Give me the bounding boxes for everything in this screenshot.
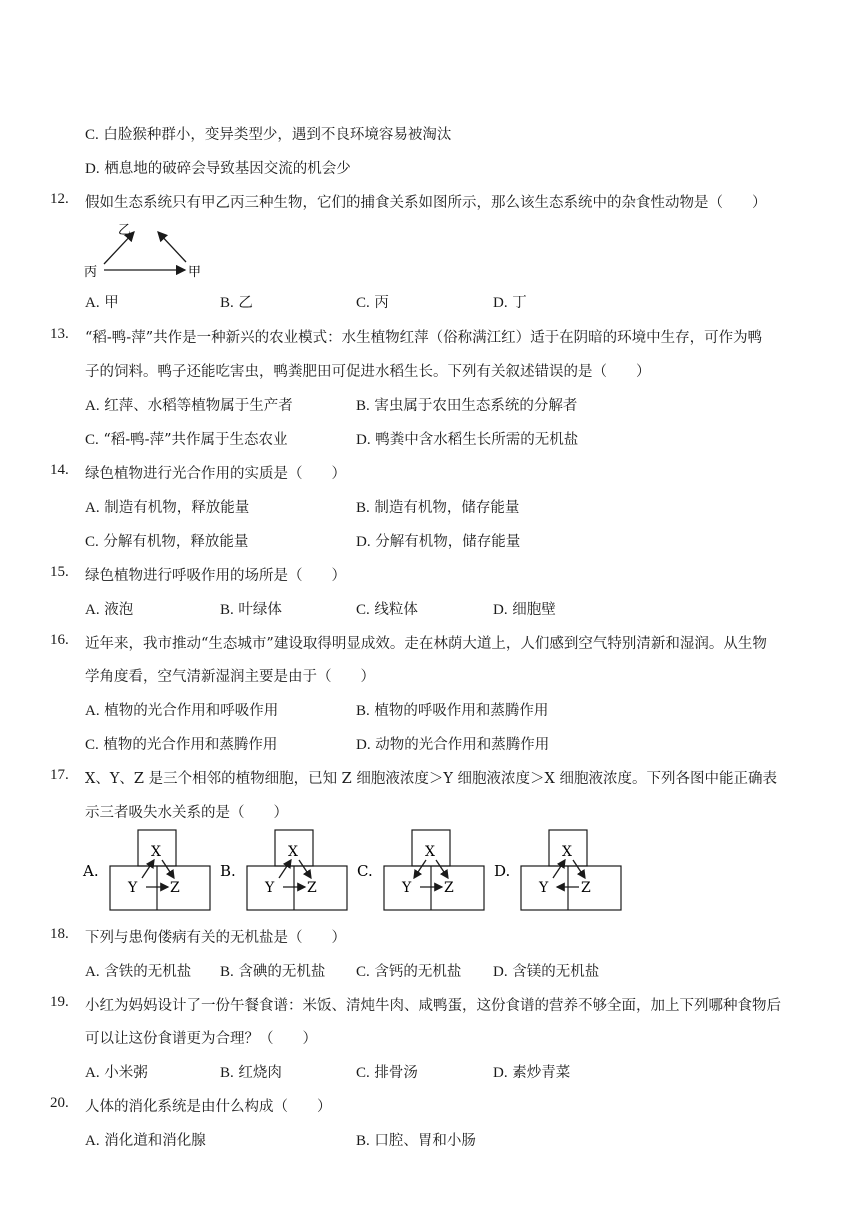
- q15-option-a: [85, 598, 133, 619]
- option-letter: D.: [85, 161, 100, 177]
- food-web-diagram: [80, 218, 210, 282]
- option-letter: B.: [220, 964, 234, 980]
- option-text: 植物的光合作用和蒸腾作用: [103, 737, 278, 753]
- diagram-label: B.: [220, 862, 236, 880]
- option-text: 制造有机物，释放能量: [104, 500, 250, 516]
- q14-option-b: [356, 496, 519, 517]
- question-stem-line-1: 近年来，我市推动“生态城市”建设取得明显成效。走在林荫大道上，人们感到空气特别清新和湿润。从生物: [85, 636, 767, 652]
- option-text: 线粒体: [374, 602, 418, 618]
- option-letter: D.: [493, 602, 508, 618]
- option-letter: B.: [220, 602, 234, 618]
- q20-option-a: [85, 1129, 206, 1150]
- arrow-right-to-top: [158, 232, 186, 262]
- option-letter: B.: [356, 1133, 370, 1149]
- question-stem-line-1: X、Y、Z 是三个相邻的植物细胞，已知 Z 细胞液浓度＞Y 细胞液浓度＞X 细胞液浓度。下列各图中能正确表: [85, 771, 777, 787]
- option-text: 丁: [512, 295, 527, 311]
- question-stem-line-2: 学角度看，空气清新湿润主要是由于（ ）: [85, 669, 375, 685]
- organism-left: 丙: [84, 265, 98, 280]
- option-text: 红烧肉: [238, 1065, 282, 1081]
- q12-option-c: [356, 291, 389, 312]
- q18-option-d: [493, 960, 599, 981]
- cell-yz-box: [521, 866, 621, 910]
- option-letter: A.: [85, 1065, 100, 1081]
- q12-option-d: [493, 291, 527, 312]
- cell-yz-box: [384, 866, 484, 910]
- option-text: 含铁的无机盐: [104, 964, 192, 980]
- option-letter: B.: [220, 295, 234, 311]
- q14-option-c: [85, 530, 248, 551]
- q15-option-b: [220, 598, 282, 619]
- option-text: 分解有机物，储存能量: [375, 534, 521, 550]
- option-text: 白脸猴种群小，变异类型少，遇到不良环境容易被淘汰: [103, 127, 452, 143]
- question-number: 15.: [50, 564, 69, 580]
- cell-x-label: X: [425, 844, 435, 860]
- question-stem-line-1: 小红为妈妈设计了一份午餐食谱：米饭、清炖牛肉、咸鸭蛋，这份食谱的营养不够全面，加上下列哪种食物后: [85, 998, 781, 1014]
- cell-y-label: Y: [128, 880, 138, 896]
- question-number: 12.: [50, 191, 69, 207]
- q13-option-d: [356, 428, 578, 449]
- question-number: 13.: [50, 326, 69, 342]
- option-letter: A.: [85, 295, 100, 311]
- option-letter: B.: [356, 398, 370, 414]
- option-text: 消化道和消化腺: [104, 1133, 206, 1149]
- q19-option-a: [85, 1061, 148, 1082]
- diagram-label: D.: [494, 862, 511, 880]
- cell-y-label: Y: [265, 880, 275, 896]
- arrow-y-x: [279, 860, 291, 878]
- option-letter: D.: [356, 737, 371, 753]
- q19-option-d: [493, 1061, 570, 1082]
- q15-option-d: [493, 598, 556, 619]
- option-text: 叶绿体: [238, 602, 282, 618]
- question-stem: 人体的消化系统是由什么构成（ ）: [85, 1099, 332, 1115]
- option-letter: B.: [356, 500, 370, 516]
- q13-option-c: [85, 428, 288, 449]
- question-number: 20.: [50, 1095, 69, 1111]
- q11-option-c: [85, 123, 451, 144]
- question-stem: 假如生态系统只有甲乙丙三种生物，它们的捕食关系如图所示，那么该生态系统中的杂食性动物是（ ）: [85, 195, 767, 211]
- option-letter: A.: [85, 703, 100, 719]
- cell-y-label: Y: [539, 880, 549, 896]
- cell-diagrams: [80, 826, 650, 914]
- q11-option-d: [85, 157, 351, 178]
- diagram-group: [82, 830, 621, 910]
- option-text: 鸭粪中含水稻生长所需的无机盐: [375, 432, 579, 448]
- q12-option-a: [85, 291, 119, 312]
- arrow-x-y: [414, 860, 426, 878]
- arrow-y-x: [553, 860, 565, 878]
- organism-top: 乙: [118, 223, 132, 238]
- option-text: 素炒青菜: [512, 1065, 571, 1081]
- cell-x-label: X: [562, 844, 572, 860]
- cell-x-label: X: [151, 844, 161, 860]
- option-text: 含镁的无机盐: [512, 964, 600, 980]
- cell-x-label: X: [288, 844, 298, 860]
- question-number: 14.: [50, 462, 69, 478]
- option-text: 细胞壁: [512, 602, 556, 618]
- option-letter: B.: [356, 703, 370, 719]
- option-letter: C.: [356, 295, 370, 311]
- option-text: 小米粥: [104, 1065, 148, 1081]
- arrow-x-z: [573, 860, 585, 878]
- q18-option-b: [220, 960, 325, 981]
- option-letter: D.: [493, 1065, 508, 1081]
- option-letter: C.: [356, 602, 370, 618]
- option-letter: C.: [356, 1065, 370, 1081]
- cell-z-label: Z: [444, 880, 454, 896]
- question-stem: 绿色植物进行呼吸作用的场所是（ ）: [85, 568, 346, 584]
- option-letter: C.: [85, 432, 99, 448]
- q19-option-b: [220, 1061, 282, 1082]
- cell-yz-box: [110, 866, 210, 910]
- cell-yz-box: [247, 866, 347, 910]
- question-number: 17.: [50, 767, 69, 783]
- q16-option-a: [85, 699, 278, 720]
- option-letter: C.: [85, 127, 99, 143]
- question-stem-line-1: “稻-鸭-萍”共作是一种新兴的农业模式：水生植物红萍（俗称满江红）适于在阴暗的环境中生存，可作为鸭: [85, 330, 763, 346]
- option-text: 口腔、胃和小肠: [374, 1133, 476, 1149]
- cell-z-label: Z: [307, 880, 317, 896]
- q15-option-c: [356, 598, 418, 619]
- option-letter: D.: [356, 534, 371, 550]
- q16-option-b: [356, 699, 548, 720]
- question-stem: 绿色植物进行光合作用的实质是（ ）: [85, 466, 346, 482]
- option-text: 丙: [374, 295, 389, 311]
- q14-option-a: [85, 496, 249, 517]
- cell-diagram-a: [82, 830, 210, 910]
- arrow-x-z: [299, 860, 311, 878]
- q13-option-a: [85, 394, 293, 415]
- question-stem-line-2: 子的饲料。鸭子还能吃害虫，鸭粪肥田可促进水稻生长。下列有关叙述错误的是（ ）: [85, 364, 651, 380]
- option-letter: A.: [85, 964, 100, 980]
- option-letter: D.: [356, 432, 371, 448]
- option-letter: A.: [85, 602, 100, 618]
- option-text: “稻-鸭-萍”共作属于生态农业: [103, 432, 288, 448]
- option-letter: C.: [85, 737, 99, 753]
- cell-diagram-b: [220, 830, 347, 910]
- option-text: 排骨汤: [374, 1065, 418, 1081]
- cell-diagram-c: [357, 830, 484, 910]
- q18-option-a: [85, 960, 191, 981]
- diagram-label: A.: [83, 862, 99, 880]
- option-letter: D.: [493, 964, 508, 980]
- option-letter: B.: [220, 1065, 234, 1081]
- q19-option-c: [356, 1061, 418, 1082]
- option-letter: A.: [85, 398, 100, 414]
- diagram-label: C.: [357, 862, 373, 880]
- option-text: 植物的呼吸作用和蒸腾作用: [374, 703, 549, 719]
- option-letter: C.: [356, 964, 370, 980]
- organism-right: 甲: [188, 265, 202, 280]
- q18-option-c: [356, 960, 461, 981]
- question-number: 19.: [50, 994, 69, 1010]
- question-stem-line-2: 示三者吸失水关系的是（ ）: [85, 805, 288, 821]
- arrow-x-z: [436, 860, 448, 878]
- q20-option-b: [356, 1129, 476, 1150]
- cell-z-label: Z: [170, 880, 180, 896]
- arrow-x-z: [162, 860, 174, 878]
- cell-diagram-d: [494, 830, 621, 910]
- option-text: 动物的光合作用和蒸腾作用: [375, 737, 550, 753]
- option-text: 含碘的无机盐: [238, 964, 326, 980]
- option-text: 甲: [104, 295, 119, 311]
- option-text: 含钙的无机盐: [374, 964, 462, 980]
- arrow-y-x: [142, 860, 154, 878]
- q16-option-d: [356, 733, 549, 754]
- q12-option-b: [220, 291, 253, 312]
- cell-y-label: Y: [402, 880, 412, 896]
- question-stem-line-2: 可以让这份食谱更为合理？（ ）: [85, 1031, 317, 1047]
- question-number: 18.: [50, 926, 69, 942]
- option-letter: D.: [493, 295, 508, 311]
- option-text: 分解有机物，释放能量: [103, 534, 249, 550]
- option-text: 栖息地的破碎会导致基因交流的机会少: [104, 161, 351, 177]
- option-text: 乙: [238, 295, 253, 311]
- cell-z-label: Z: [581, 880, 591, 896]
- question-number: 16.: [50, 632, 69, 648]
- option-text: 植物的光合作用和呼吸作用: [104, 703, 279, 719]
- option-text: 红萍、水稻等植物属于生产者: [104, 398, 293, 414]
- option-text: 液泡: [104, 602, 134, 618]
- option-letter: A.: [85, 1133, 100, 1149]
- question-stem: 下列与患佝偻病有关的无机盐是（ ）: [85, 930, 346, 946]
- option-text: 制造有机物，储存能量: [374, 500, 520, 516]
- q14-option-d: [356, 530, 520, 551]
- option-text: 害虫属于农田生态系统的分解者: [374, 398, 578, 414]
- q13-option-b: [356, 394, 577, 415]
- option-letter: C.: [85, 534, 99, 550]
- q16-option-c: [85, 733, 277, 754]
- option-letter: A.: [85, 500, 100, 516]
